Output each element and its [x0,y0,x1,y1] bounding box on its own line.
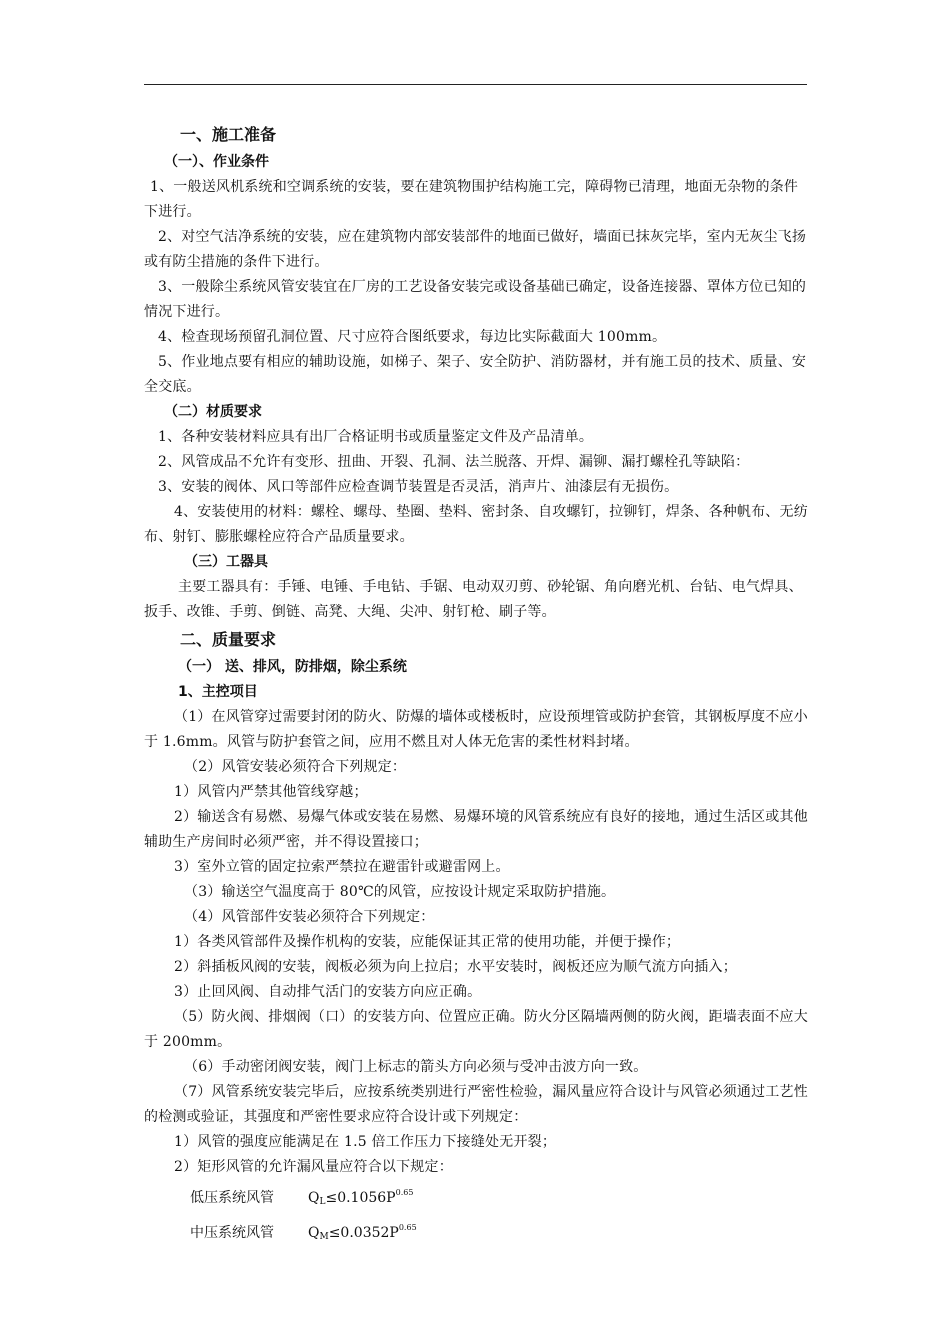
formula-medium-pressure [144,1215,812,1250]
paragraph: （2）风管安装必须符合下列规定： [184,759,407,775]
paragraph: （6）手动密闭阀安装，阀门上标志的箭头方向必须与受冲击波方向一致。 [184,1059,648,1075]
subsection-title: （三）工器具 [184,554,268,570]
formula-subscript: M [319,1232,329,1242]
formula-subscript: L [319,1197,326,1207]
paragraph: 1、各种安装材料应具有出厂合格证明书或质量鉴定文件及产品清单。 [158,429,594,445]
paragraph: 3）室外立管的固定拉索严禁拉在避雷针或避雷网上。 [174,859,510,875]
formula-expression: ≤0.0352P [328,1225,399,1241]
paragraph: （7）风管系统安装完毕后，应按系统类别进行严密性检验，漏风量应符合设计与风管必须通过工艺性的检测或验证，其强度和严密性要求应符合设计或下列规定： [144,1084,808,1125]
paragraph: 4、检查现场预留孔洞位置、尺寸应符合图纸要求，每边比实际截面大 100mm。 [158,329,667,345]
paragraph: 3）止回风阀、自动排气活门的安装方向应正确。 [174,984,482,1000]
formula-label: 低压系统风管 [190,1190,274,1206]
subsection-title: （一）、作业条件 [164,154,269,170]
paragraph: （5）防火阀、排烟阀（口）的安装方向、位置应正确。防火分区隔墙两侧的防火阀，距墙表面不应大于 200mm。 [144,1009,808,1050]
header-rule [144,84,807,85]
paragraph: 2）矩形风管的允许漏风量应符合以下规定： [174,1159,453,1175]
section-title: 一、施工准备 [180,125,277,144]
section-title: 二、质量要求 [180,630,277,649]
paragraph: 1、一般送风机系统和空调系统的安装，要在建筑物围护结构施工完，障碍物已清理，地面无杂物的条件下进行。 [144,179,799,220]
formula-label: 中压系统风管 [190,1225,274,1241]
paragraph: 主要工器具有：手锤、电锤、手电钻、手锯、电动双刃剪、砂轮锯、角向磨光机、台钻、电气焊具、扳手、改锥、手剪、倒链、高凳、大绳、尖冲、射钉枪、刷子等。 [144,579,803,620]
paragraph: 1）风管的强度应能满足在 1.5 倍工作压力下接缝处无开裂； [174,1134,557,1150]
paragraph: 2、风管成品不允许有变形、扭曲、开裂、孔洞、法兰脱落、开焊、漏铆、漏打螺栓孔等缺陷： [158,454,750,470]
paragraph: 3、安装的阀体、风口等部件应检查调节装置是否灵活，消声片、油漆层有无损伤。 [158,479,679,495]
formula-exponent: 0.65 [398,1223,417,1232]
paragraph: 2、对空气洁净系统的安装，应在建筑物内部安装部件的地面已做好，墙面已抹灰完毕，室内无灰尘飞扬或有防尘措施的条件下进行。 [144,229,807,270]
paragraph: 1）各类风管部件及操作机构的安装，应能保证其正常的使用功能，并便于操作； [174,934,681,950]
formula-expression: ≤0.1056P [325,1190,396,1206]
paragraph: 3、一般除尘系统风管安装宜在厂房的工艺设备安装完或设备基础已确定，设备连接器、罩体方位已知的情况下进行。 [144,279,807,320]
subsection-heading: 1、主控项目 [178,684,258,700]
paragraph: 1）风管内严禁其他管线穿越； [174,784,368,800]
paragraph: 2）输送含有易燃、易爆气体或安装在易燃、易爆环境的风管系统应有良好的接地，通过生活区或其他辅助生产房间时必须严密，并不得设置接口； [144,809,808,850]
formula-low-pressure [144,1180,812,1215]
formula-exponent: 0.65 [395,1188,414,1197]
subsection-title: （二）材质要求 [164,404,262,420]
paragraph: 5、作业地点要有相应的辅助设施，如梯子、架子、安全防护、消防器材，并有施工员的技术、质量、安全交底。 [144,354,807,395]
formula-symbol: Q [308,1190,320,1206]
paragraph: （4）风管部件安装必须符合下列规定： [184,909,435,925]
formula-symbol: Q [308,1225,320,1241]
subsection-title: （一） 送、排风，防排烟，除尘系统 [178,659,407,675]
document-body [144,120,812,1250]
paragraph: （1）在风管穿过需要封闭的防火、防爆的墙体或楼板时，应设预埋管或防护套管，其钢板厚度不应小于 1.6mm。风管与防护套管之间，应用不燃且对人体无危害的柔性材料封堵。 [144,709,808,750]
paragraph: 4、安装使用的材料：螺栓、螺母、垫圈、垫料、密封条、自攻螺钉，拉铆钉，焊条、各种帆布、无纺布、射钉、膨胀螺栓应符合产品质量要求。 [144,504,808,545]
paragraph: 2）斜插板风阀的安装，阀板必须为向上拉启；水平安装时，阀板还应为顺气流方向插入； [174,959,737,975]
paragraph: （3）输送空气温度高于 80℃的风管，应按设计规定采取防护措施。 [184,884,616,900]
